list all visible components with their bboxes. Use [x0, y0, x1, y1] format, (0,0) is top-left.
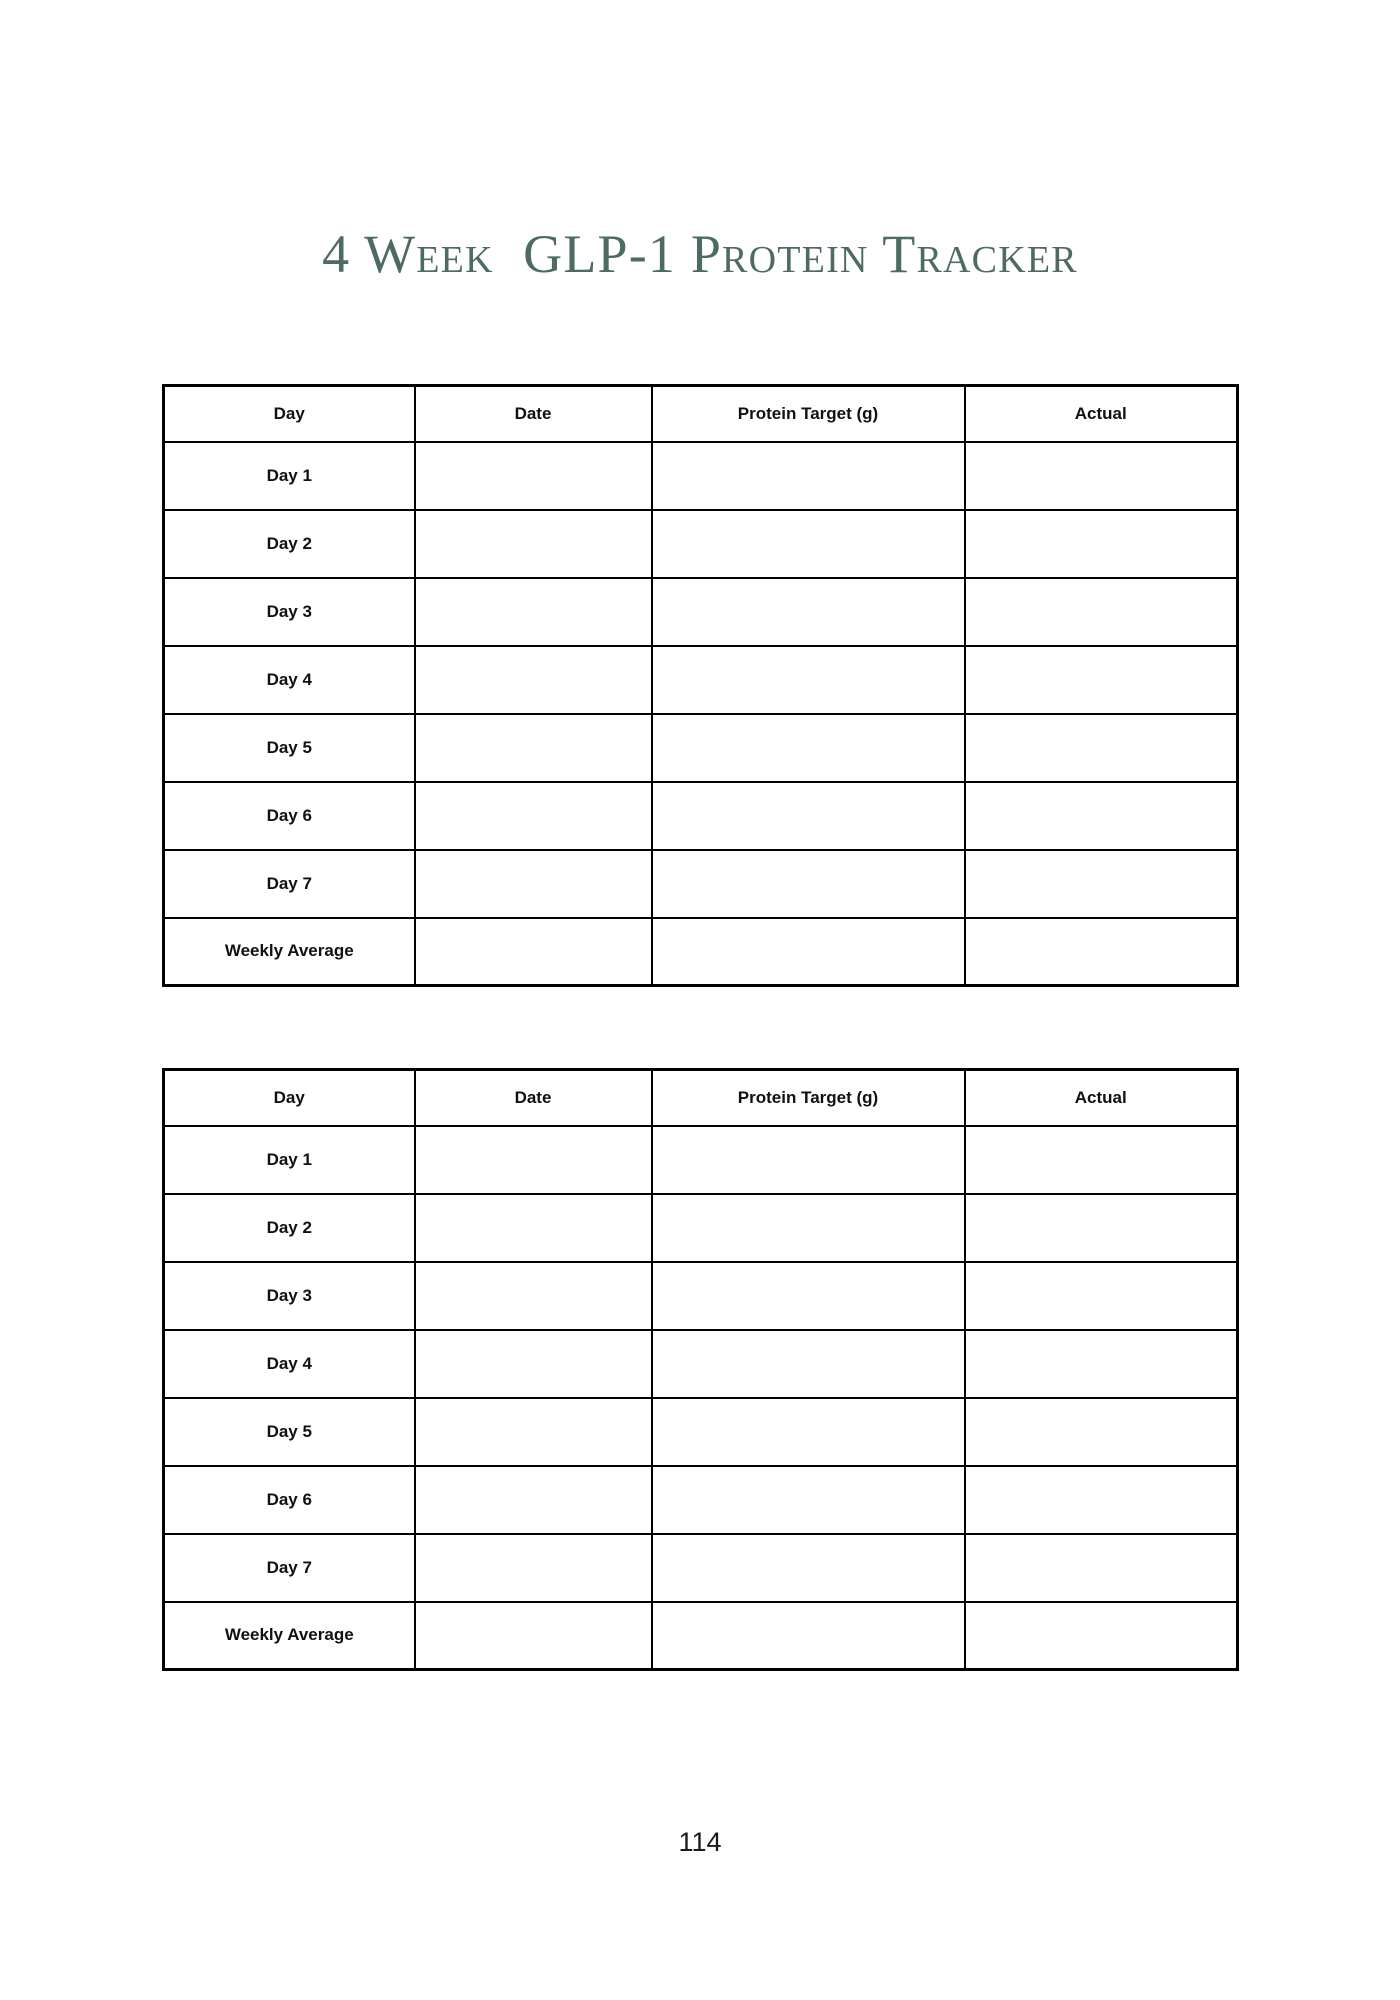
actual-entry-cell[interactable] — [965, 578, 1238, 646]
table-body — [164, 1126, 1238, 1670]
table-row — [164, 1398, 1238, 1466]
actual-entry-cell[interactable] — [965, 1262, 1238, 1330]
column-header-target: Protein Target (g) — [652, 1070, 965, 1126]
protein-target-entry-cell[interactable] — [652, 646, 965, 714]
table-row — [164, 1330, 1238, 1398]
table-header-row — [164, 1070, 1238, 1126]
actual-entry-cell[interactable] — [965, 1398, 1238, 1466]
column-header-date: Date — [415, 386, 652, 442]
row-label-day: Day 1 — [164, 442, 415, 510]
actual-entry-cell[interactable] — [965, 442, 1238, 510]
protein-target-entry-cell[interactable] — [652, 1126, 965, 1194]
actual-entry-cell[interactable] — [965, 1330, 1238, 1398]
column-header-actual: Actual — [965, 1070, 1238, 1126]
date-entry-cell[interactable] — [415, 1262, 652, 1330]
date-entry-cell[interactable] — [415, 442, 652, 510]
table-header-row — [164, 386, 1238, 442]
row-label-weekly-average: Weekly Average — [164, 918, 415, 986]
protein-tracker-table-week-1 — [162, 384, 1239, 987]
protein-target-entry-cell[interactable] — [652, 850, 965, 918]
protein-target-entry-cell[interactable] — [652, 578, 965, 646]
column-header-date: Date — [415, 1070, 652, 1126]
page-number: 114 — [678, 1827, 722, 1857]
date-entry-cell[interactable] — [415, 850, 652, 918]
page-title: 4 Week GLP-1 Protein Tracker — [322, 224, 1078, 284]
date-entry-cell[interactable] — [415, 714, 652, 782]
row-label-day: Day 7 — [164, 1534, 415, 1602]
row-label-day: Day 6 — [164, 782, 415, 850]
table-row — [164, 1534, 1238, 1602]
column-header-day: Day — [164, 386, 415, 442]
table-row — [164, 442, 1238, 510]
date-entry-cell[interactable] — [415, 578, 652, 646]
date-entry-cell[interactable] — [415, 1126, 652, 1194]
protein-target-entry-cell[interactable] — [652, 1602, 965, 1670]
actual-entry-cell[interactable] — [965, 850, 1238, 918]
date-entry-cell[interactable] — [415, 646, 652, 714]
table-row — [164, 782, 1238, 850]
actual-entry-cell[interactable] — [965, 1534, 1238, 1602]
protein-target-entry-cell[interactable] — [652, 782, 965, 850]
protein-target-entry-cell[interactable] — [652, 714, 965, 782]
actual-entry-cell[interactable] — [965, 510, 1238, 578]
actual-entry-cell[interactable] — [965, 1466, 1238, 1534]
date-entry-cell[interactable] — [415, 1534, 652, 1602]
protein-target-entry-cell[interactable] — [652, 442, 965, 510]
date-entry-cell[interactable] — [415, 1330, 652, 1398]
date-entry-cell[interactable] — [415, 510, 652, 578]
row-label-day: Day 4 — [164, 646, 415, 714]
table-row — [164, 850, 1238, 918]
table-row — [164, 1126, 1238, 1194]
protein-target-entry-cell[interactable] — [652, 1194, 965, 1262]
date-entry-cell[interactable] — [415, 918, 652, 986]
table-row — [164, 1466, 1238, 1534]
actual-entry-cell[interactable] — [965, 918, 1238, 986]
protein-tracker-table-week-2 — [162, 1068, 1239, 1671]
table-row — [164, 1262, 1238, 1330]
column-header-actual: Actual — [965, 386, 1238, 442]
actual-entry-cell[interactable] — [965, 646, 1238, 714]
protein-target-entry-cell[interactable] — [652, 1262, 965, 1330]
row-label-day: Day 5 — [164, 1398, 415, 1466]
row-label-day: Day 2 — [164, 1194, 415, 1262]
table-row — [164, 1194, 1238, 1262]
column-header-day: Day — [164, 1070, 415, 1126]
date-entry-cell[interactable] — [415, 1602, 652, 1670]
table-body — [164, 442, 1238, 986]
actual-entry-cell[interactable] — [965, 782, 1238, 850]
protein-target-entry-cell[interactable] — [652, 1466, 965, 1534]
table-row — [164, 510, 1238, 578]
table-row — [164, 714, 1238, 782]
protein-target-entry-cell[interactable] — [652, 1330, 965, 1398]
table-row — [164, 1602, 1238, 1670]
table-row — [164, 578, 1238, 646]
column-header-target: Protein Target (g) — [652, 386, 965, 442]
table-row — [164, 646, 1238, 714]
date-entry-cell[interactable] — [415, 1194, 652, 1262]
table-row — [164, 918, 1238, 986]
row-label-day: Day 3 — [164, 578, 415, 646]
row-label-day: Day 6 — [164, 1466, 415, 1534]
row-label-day: Day 3 — [164, 1262, 415, 1330]
protein-target-entry-cell[interactable] — [652, 1534, 965, 1602]
row-label-weekly-average: Weekly Average — [164, 1602, 415, 1670]
date-entry-cell[interactable] — [415, 1466, 652, 1534]
row-label-day: Day 7 — [164, 850, 415, 918]
actual-entry-cell[interactable] — [965, 1602, 1238, 1670]
protein-target-entry-cell[interactable] — [652, 510, 965, 578]
actual-entry-cell[interactable] — [965, 1194, 1238, 1262]
protein-target-entry-cell[interactable] — [652, 1398, 965, 1466]
date-entry-cell[interactable] — [415, 782, 652, 850]
actual-entry-cell[interactable] — [965, 714, 1238, 782]
protein-target-entry-cell[interactable] — [652, 918, 965, 986]
row-label-day: Day 2 — [164, 510, 415, 578]
row-label-day: Day 4 — [164, 1330, 415, 1398]
actual-entry-cell[interactable] — [965, 1126, 1238, 1194]
row-label-day: Day 5 — [164, 714, 415, 782]
row-label-day: Day 1 — [164, 1126, 415, 1194]
date-entry-cell[interactable] — [415, 1398, 652, 1466]
